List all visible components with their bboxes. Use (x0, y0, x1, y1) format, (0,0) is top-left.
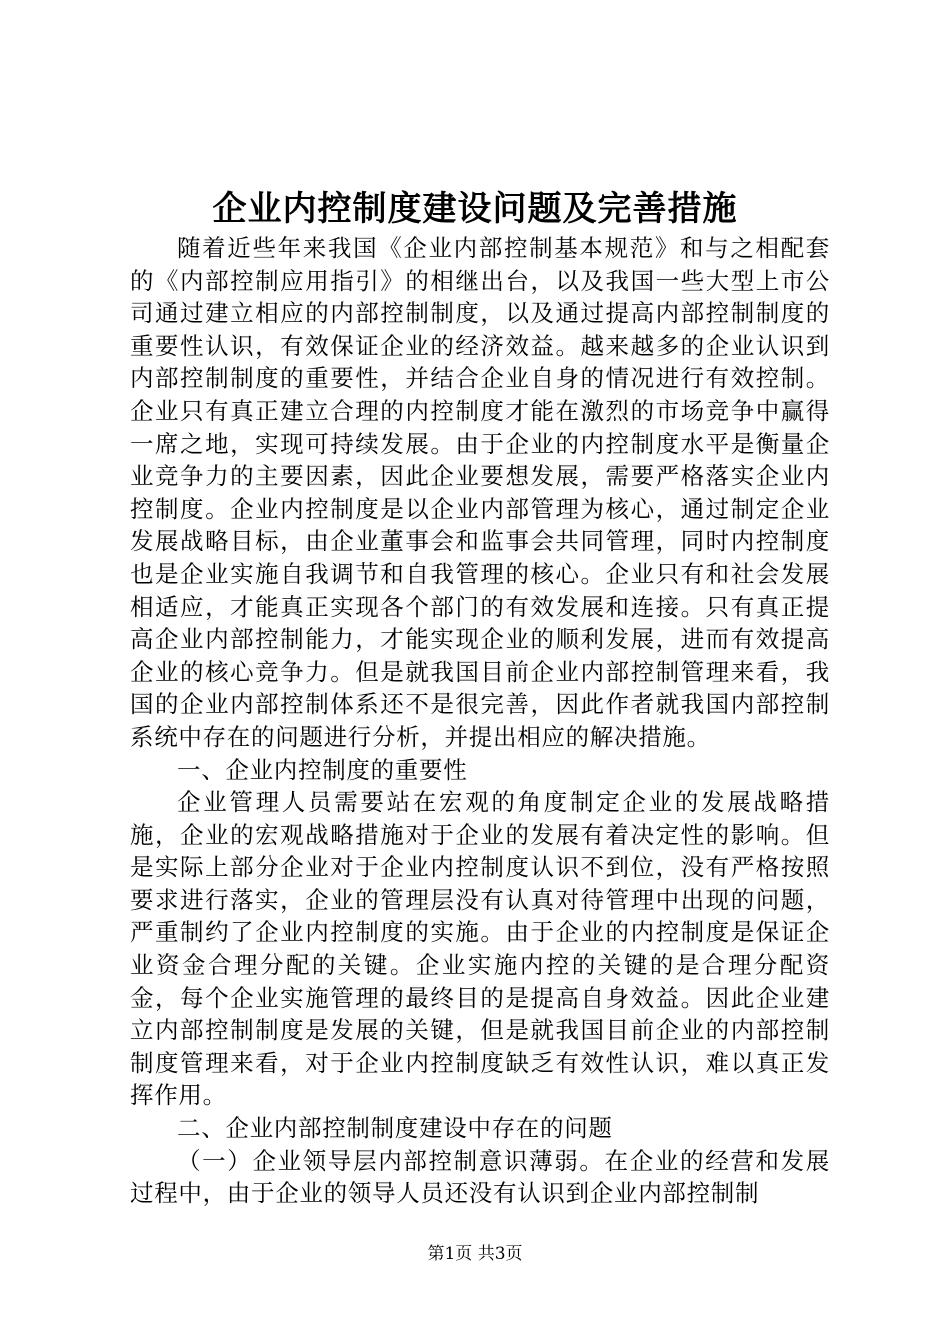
page-number-footer: 第1页 共3页 (427, 1244, 523, 1264)
paragraph-importance: 企业管理人员需要站在宏观的角度制定企业的发展战略措施，企业的宏观战略措施对于企业的发展有着决定性的影响。但是实际上部分企业对于企业内控制度认识不到位，没有严格按照要求进行落实，企业的管理层没有认真对待管理中出现的问题，严重制约了企业内控制度的实施。由于企业的内控制度是保证企业资金合理分配的关键。企业实施内控的关键的是合理分配资金，每个企业实施管理的最终目的是提高自身效益。因此企业建立内部控制制度是发展的关键，但是就我国目前企业的内部控制制度管理来看，对于企业内控制度缺乏有效性认识，难以真正发挥作用。 (130, 788, 830, 1110)
section-heading-problems: 二、企业内部控制制度建设中存在的问题 (177, 1114, 613, 1143)
paragraph-intro: 随着近些年来我国《企业内部控制基本规范》和与之相配套的《内部控制应用指引》的相继出台，以及我国一些大型上市公司通过建立相应的内部控制制度，以及通过提高内部控制制度的重要性认识，有效保证企业的经济效益。越来越多的企业认识到内部控制制度的重要性，并结合企业自身的情况进行有效控制。企业只有真正建立合理的内控制度才能在激烈的市场竞争中赢得一席之地，实现可持续发展。由于企业的内控制度水平是衡量企业竞争力的主要因素，因此企业要想发展，需要严格落实企业内控制度。企业内控制度是以企业内部管理为核心，通过制定企业发展战略目标，由企业董事会和监事会共同管理，同时内控制度也是企业实施自我调节和自我管理的核心。企业只有和社会发展相适应，才能真正实现各个部门的有效发展和连接。只有真正提高企业内部控制能力，才能实现企业的顺利发展，进而有效提高企业的核心竞争力。但是就我国目前企业内部控制管理来看，我国的企业内部控制体系还不是很完善，因此作者就我国内部控制系统中存在的问题进行分析，并提出相应的解决措施。 (130, 234, 830, 751)
section-heading-importance: 一、企业内控制度的重要性 (177, 755, 468, 784)
document-title: 企业内控制度建设问题及完善措施 (212, 189, 738, 229)
document-body (130, 232, 830, 1210)
paragraph-problem-1: （一）企业领导层内部控制意识薄弱。在企业的经营和发展过程中，由于企业的领导人员还没有认识到企业内部控制制 (130, 1146, 830, 1208)
